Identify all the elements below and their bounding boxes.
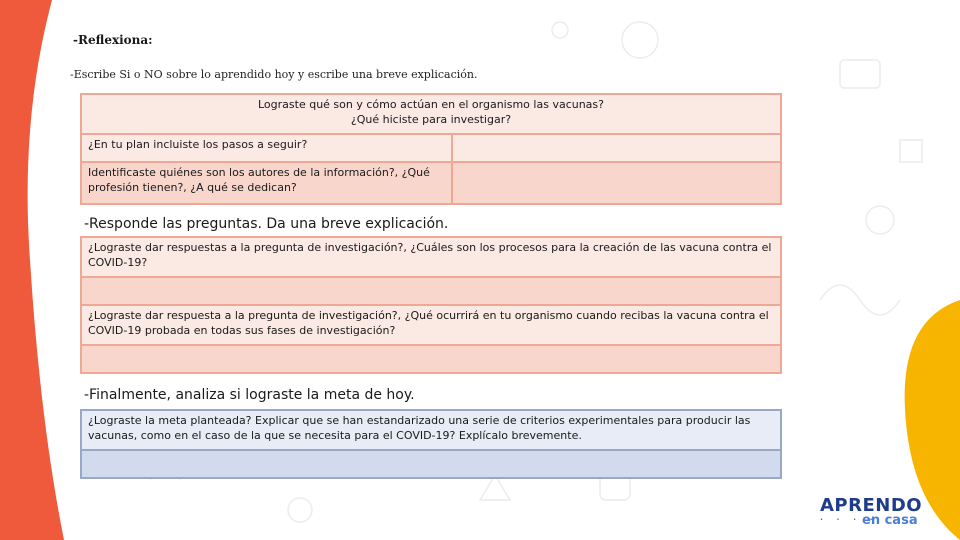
- answer-cell-meta[interactable]: [81, 450, 781, 478]
- aprendo-en-casa-logo: [820, 495, 930, 529]
- reflection-row-autores: Identificaste quiénes son los autores de la información?, ¿Qué profesión tienen?, ¿A qué se dedican?: [81, 162, 452, 204]
- goal-table: [80, 409, 782, 479]
- left-decorative-band: [0, 0, 80, 540]
- instruction-text: -Escribe Si o NO sobre lo aprendido hoy y escribe una breve explicación.: [70, 68, 478, 81]
- logo-dots: • • • •: [820, 517, 879, 523]
- question-meta: ¿Lograste la meta planteada? Explicar que se han estandarizado una serie de criterios experimentales para producir las vacunas, como en el caso de la que se necesita para el COVID-19? Explícalo brevemente.: [81, 410, 781, 450]
- logo-brand-text: APRENDO: [820, 495, 923, 516]
- question-organismo: ¿Lograste dar respuesta a la pregunta de investigación?, ¿Qué ocurrirá en tu organismo cuando recibas la vacuna contra el COVID-19 probada en todas sus fases de investigación?: [81, 305, 781, 345]
- answer-cell-plan[interactable]: [452, 134, 781, 162]
- page-title: -Reflexiona:: [73, 33, 153, 47]
- questions-table: [80, 236, 782, 374]
- answer-cell-autores[interactable]: [452, 162, 781, 204]
- section-heading-meta: -Finalmente, analiza si lograste la meta de hoy.: [84, 387, 415, 403]
- answer-cell-procesos[interactable]: [81, 277, 781, 305]
- reflection-row-vacunas: Lograste qué son y cómo actúan en el organismo las vacunas? ¿Qué hiciste para investigar?: [81, 94, 781, 134]
- logo-sub-text: en casa: [862, 513, 918, 528]
- section-heading-preguntas: -Responde las preguntas. Da una breve explicación.: [84, 216, 449, 232]
- question-procesos: ¿Lograste dar respuestas a la pregunta de investigación?, ¿Cuáles son los procesos para la creación de las vacuna contra el COVID-19?: [81, 237, 781, 277]
- reflection-row-plan: ¿En tu plan incluiste los pasos a seguir?: [81, 134, 452, 162]
- reflection-table: [80, 93, 782, 205]
- answer-cell-organismo[interactable]: [81, 345, 781, 373]
